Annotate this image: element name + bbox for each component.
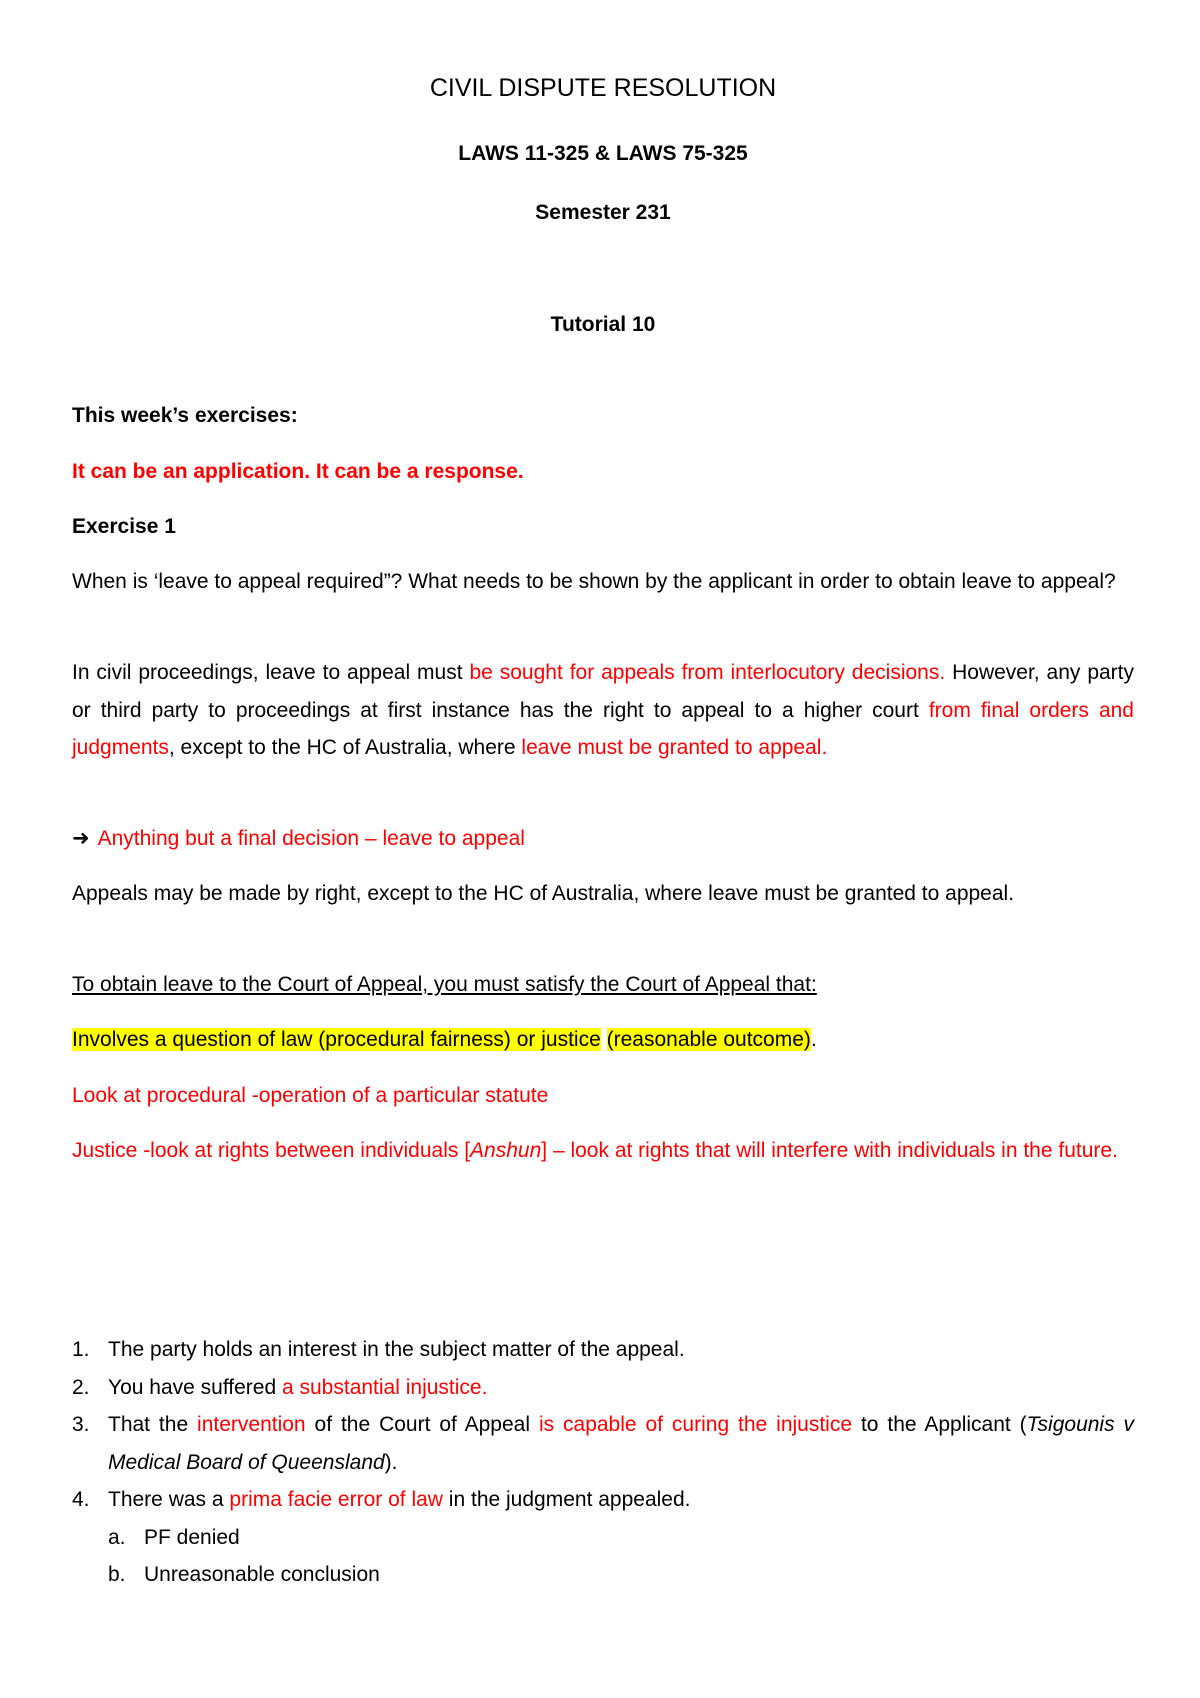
justice-note-text: ] – look at rights that will interfere with individuals in the future. <box>541 1139 1118 1162</box>
course-code: LAWS 11-325 & LAWS 75-325 <box>458 142 748 165</box>
list-item <box>72 1406 1134 1481</box>
arrow-point <box>72 820 1134 858</box>
criteria-list <box>72 1331 1134 1594</box>
exercises-heading: This week’s exercises: <box>72 404 298 427</box>
list-item-red-text: prima facie error of law <box>229 1488 443 1511</box>
answer-red-text: from final orders and judgments <box>72 698 1134 759</box>
arrow-point-text: Anything but a final decision – leave to appeal <box>97 827 525 850</box>
list-item-red-text: a substantial injustice. <box>281 1375 488 1399</box>
list-item-text: in the judgment appealed. <box>442 1488 691 1511</box>
sentence-end: . <box>810 1028 817 1051</box>
list-item-text: ). <box>384 1450 398 1474</box>
list-item-text: You have suffered <box>108 1375 282 1399</box>
list-item <box>72 1481 1134 1594</box>
sub-list-text: Unreasonable conclusion <box>144 1563 380 1586</box>
sub-list-letter: a. <box>108 1525 126 1549</box>
answer-paragraph-2: Appeals may be made by right, except to the HC of Australia, where leave must be granted to appeal. <box>72 882 1015 905</box>
list-item-text: There was a <box>108 1488 230 1511</box>
list-item <box>72 1369 1134 1407</box>
highlighted-text: (reasonable outcome) <box>606 1028 811 1051</box>
answer-text: However, any party or third party to proceedings at first instance has the right to appeal to a higher court <box>72 661 1135 722</box>
sub-list-item <box>108 1556 1134 1594</box>
exercise-1-heading: Exercise 1 <box>72 515 176 538</box>
sub-list-text: PF denied <box>144 1525 240 1549</box>
right-arrow-icon: ➜ <box>72 827 90 850</box>
document-title: CIVIL DISPUTE RESOLUTION <box>429 74 777 102</box>
procedural-note: Look at procedural -operation of a particular statute <box>72 1084 549 1107</box>
list-number: 4. <box>72 1488 90 1511</box>
list-number: 3. <box>72 1413 90 1436</box>
semester-label: Semester 231 <box>535 201 671 224</box>
exercise-1-question: When is ‘leave to appeal required”? What needs to be shown by the applicant in order to obtain leave to appeal? <box>72 570 1116 593</box>
list-item <box>72 1331 1134 1369</box>
answer-paragraph-1 <box>72 654 1134 767</box>
answer-red-text: be sought for appeals from interlocutory decisions. <box>469 661 946 684</box>
answer-text: In civil proceedings, leave to appeal must <box>72 661 470 684</box>
justice-note <box>72 1132 1134 1170</box>
answer-red-text: leave must be granted to appeal. <box>521 736 828 759</box>
list-item-red-text: intervention <box>197 1413 306 1436</box>
sub-list <box>108 1519 1134 1594</box>
list-number: 1. <box>72 1338 90 1361</box>
justice-note-text: Justice -look at rights between individuals [ <box>72 1139 471 1162</box>
list-item-text: to the Applicant ( <box>852 1413 1027 1436</box>
leave-criteria-intro: To obtain leave to the Court of Appeal, you must satisfy the Court of Appeal that: <box>72 973 817 996</box>
case-name: Tsigounis v Medical Board of Queensland <box>108 1413 1135 1474</box>
exercises-note: It can be an application. It can be a response. <box>72 460 524 483</box>
list-item-text: That the <box>108 1413 198 1436</box>
answer-text: , except to the HC of Australia, where <box>168 736 522 759</box>
case-name: Anshun <box>470 1139 542 1162</box>
list-number: 2. <box>72 1375 90 1399</box>
list-item-text: of the Court of Appeal <box>305 1413 539 1436</box>
list-item-text: The party holds an interest in the subject matter of the appeal. <box>108 1338 685 1361</box>
highlighted-criterion <box>72 1021 1134 1059</box>
highlighted-text: Involves a question of law (procedural fairness) or justice <box>72 1028 601 1051</box>
sub-list-item <box>108 1519 1134 1557</box>
list-item-red-text: is capable of curing the injustice <box>538 1413 853 1436</box>
tutorial-label: Tutorial 10 <box>550 313 656 336</box>
sub-list-letter: b. <box>108 1563 126 1586</box>
